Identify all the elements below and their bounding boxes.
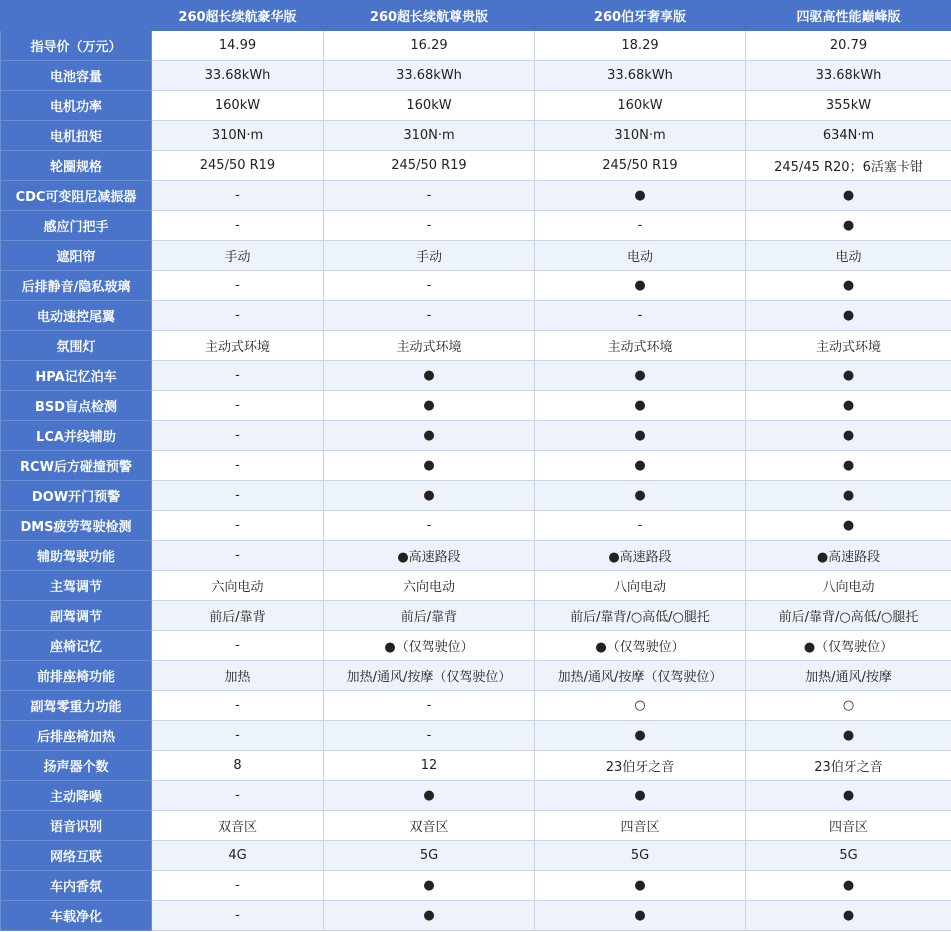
table-cell: ● bbox=[746, 871, 951, 901]
table-cell: - bbox=[152, 631, 324, 661]
table-cell: 245/50 R19 bbox=[535, 151, 746, 181]
table-cell: ● bbox=[535, 481, 746, 511]
table-cell: ● bbox=[746, 391, 951, 421]
table-row bbox=[1, 91, 951, 121]
row-label: 氛围灯 bbox=[1, 331, 152, 361]
table-cell: - bbox=[152, 391, 324, 421]
table-cell: - bbox=[535, 211, 746, 241]
table-cell: 23伯牙之音 bbox=[535, 751, 746, 781]
table-row bbox=[1, 811, 951, 841]
table-cell: 双音区 bbox=[152, 811, 324, 841]
table-cell: 手动 bbox=[324, 241, 535, 271]
table-cell: 前后/靠背/○高低/○腿托 bbox=[746, 601, 951, 631]
trim-header: 260伯牙奢享版 bbox=[535, 1, 746, 31]
table-cell: ● bbox=[324, 901, 535, 931]
table-cell: ● bbox=[746, 781, 951, 811]
row-label: DOW开门预警 bbox=[1, 481, 152, 511]
table-cell: ●（仅驾驶位） bbox=[535, 631, 746, 661]
table-cell: 手动 bbox=[152, 241, 324, 271]
table-cell: ● bbox=[324, 871, 535, 901]
table-cell: ● bbox=[746, 211, 951, 241]
table-cell: 310N·m bbox=[535, 121, 746, 151]
table-cell: 18.29 bbox=[535, 31, 746, 61]
table-row bbox=[1, 601, 951, 631]
table-cell: - bbox=[152, 541, 324, 571]
row-label: 辅助驾驶功能 bbox=[1, 541, 152, 571]
table-cell: - bbox=[152, 271, 324, 301]
table-row bbox=[1, 721, 951, 751]
table-cell: - bbox=[324, 721, 535, 751]
table-cell: 六向电动 bbox=[324, 571, 535, 601]
header-row bbox=[1, 1, 951, 31]
table-cell: ● bbox=[746, 301, 951, 331]
row-label: 网络互联 bbox=[1, 841, 152, 871]
table-cell: 5G bbox=[324, 841, 535, 871]
table-cell: 14.99 bbox=[152, 31, 324, 61]
table-cell: 160kW bbox=[152, 91, 324, 121]
table-cell: 355kW bbox=[746, 91, 951, 121]
table-cell: ● bbox=[535, 721, 746, 751]
table-row bbox=[1, 781, 951, 811]
table-cell: 主动式环境 bbox=[746, 331, 951, 361]
table-cell: 245/50 R19 bbox=[324, 151, 535, 181]
table-cell: - bbox=[152, 901, 324, 931]
table-cell: ● bbox=[324, 481, 535, 511]
row-label: 电机功率 bbox=[1, 91, 152, 121]
row-label: 指导价（万元） bbox=[1, 31, 152, 61]
table-cell: ● bbox=[746, 721, 951, 751]
table-row bbox=[1, 901, 951, 931]
row-label: 主驾调节 bbox=[1, 571, 152, 601]
table-cell: - bbox=[152, 211, 324, 241]
table-cell: ● bbox=[535, 871, 746, 901]
table-cell: - bbox=[152, 871, 324, 901]
table-cell: 双音区 bbox=[324, 811, 535, 841]
table-cell: 四音区 bbox=[746, 811, 951, 841]
table-header bbox=[1, 1, 951, 31]
row-label: DMS疲劳驾驶检测 bbox=[1, 511, 152, 541]
table-cell: 310N·m bbox=[324, 121, 535, 151]
table-cell: - bbox=[152, 721, 324, 751]
row-label: 感应门把手 bbox=[1, 211, 152, 241]
table-row bbox=[1, 541, 951, 571]
table-cell: 八向电动 bbox=[535, 571, 746, 601]
table-row bbox=[1, 751, 951, 781]
table-row bbox=[1, 151, 951, 181]
table-cell: 33.68kWh bbox=[746, 61, 951, 91]
table-cell: 310N·m bbox=[152, 121, 324, 151]
table-cell: ○ bbox=[746, 691, 951, 721]
table-cell: ● bbox=[324, 421, 535, 451]
table-cell: 加热/通风/按摩（仅驾驶位） bbox=[535, 661, 746, 691]
table-cell: - bbox=[152, 181, 324, 211]
row-label: 副驾零重力功能 bbox=[1, 691, 152, 721]
table-cell: 主动式环境 bbox=[535, 331, 746, 361]
row-label: 后排座椅加热 bbox=[1, 721, 152, 751]
row-label: 副驾调节 bbox=[1, 601, 152, 631]
table-cell: 主动式环境 bbox=[152, 331, 324, 361]
table-cell: 前后/靠背 bbox=[152, 601, 324, 631]
row-label: 电池容量 bbox=[1, 61, 152, 91]
table-cell: - bbox=[324, 211, 535, 241]
table-cell: 加热/通风/按摩 bbox=[746, 661, 951, 691]
table-cell: 20.79 bbox=[746, 31, 951, 61]
row-label: 主动降噪 bbox=[1, 781, 152, 811]
row-label: 语音识别 bbox=[1, 811, 152, 841]
row-label: 电机扭矩 bbox=[1, 121, 152, 151]
table-row bbox=[1, 631, 951, 661]
row-label: 后排静音/隐私玻璃 bbox=[1, 271, 152, 301]
table-cell: - bbox=[152, 481, 324, 511]
table-row bbox=[1, 481, 951, 511]
table-cell: ● bbox=[746, 511, 951, 541]
table-row bbox=[1, 361, 951, 391]
row-label: 座椅记忆 bbox=[1, 631, 152, 661]
table-row bbox=[1, 871, 951, 901]
table-row bbox=[1, 451, 951, 481]
table-cell: - bbox=[324, 691, 535, 721]
row-label: 车内香氛 bbox=[1, 871, 152, 901]
table-cell: 245/45 R20；6活塞卡钳 bbox=[746, 151, 951, 181]
row-label: 轮圈规格 bbox=[1, 151, 152, 181]
row-label: HPA记忆泊车 bbox=[1, 361, 152, 391]
table-row bbox=[1, 331, 951, 361]
table-cell: ○ bbox=[535, 691, 746, 721]
table-cell: 主动式环境 bbox=[324, 331, 535, 361]
table-cell: ● bbox=[746, 481, 951, 511]
table-cell: ● bbox=[324, 781, 535, 811]
table-cell: ● bbox=[746, 271, 951, 301]
row-label: LCA并线辅助 bbox=[1, 421, 152, 451]
table-cell: ●高速路段 bbox=[535, 541, 746, 571]
table-cell: - bbox=[152, 421, 324, 451]
row-label: CDC可变阻尼减振器 bbox=[1, 181, 152, 211]
table-cell: ●（仅驾驶位） bbox=[746, 631, 951, 661]
table-cell: ● bbox=[324, 361, 535, 391]
table-cell: 电动 bbox=[535, 241, 746, 271]
trim-header: 260超长续航尊贵版 bbox=[324, 1, 535, 31]
table-row bbox=[1, 661, 951, 691]
table-cell: - bbox=[152, 451, 324, 481]
table-cell: ● bbox=[746, 901, 951, 931]
table-cell: ● bbox=[535, 361, 746, 391]
table-cell: - bbox=[152, 781, 324, 811]
table-cell: - bbox=[324, 181, 535, 211]
table-cell: - bbox=[152, 301, 324, 331]
row-label: 扬声器个数 bbox=[1, 751, 152, 781]
table-cell: 前后/靠背/○高低/○腿托 bbox=[535, 601, 746, 631]
table-cell: - bbox=[152, 691, 324, 721]
table-cell: 前后/靠背 bbox=[324, 601, 535, 631]
table-cell: - bbox=[324, 301, 535, 331]
row-label: 电动速控尾翼 bbox=[1, 301, 152, 331]
table-row bbox=[1, 241, 951, 271]
table-cell: ● bbox=[535, 781, 746, 811]
table-cell: 8 bbox=[152, 751, 324, 781]
table-cell: ● bbox=[535, 901, 746, 931]
table-cell: - bbox=[324, 511, 535, 541]
table-row bbox=[1, 511, 951, 541]
table-cell: 电动 bbox=[746, 241, 951, 271]
table-cell: 160kW bbox=[324, 91, 535, 121]
row-label: 车载净化 bbox=[1, 901, 152, 931]
table-cell: ● bbox=[746, 421, 951, 451]
table-body bbox=[1, 31, 951, 931]
table-cell: 加热/通风/按摩（仅驾驶位） bbox=[324, 661, 535, 691]
table-cell: 5G bbox=[535, 841, 746, 871]
table-row bbox=[1, 571, 951, 601]
table-cell: 33.68kWh bbox=[324, 61, 535, 91]
row-label: 前排座椅功能 bbox=[1, 661, 152, 691]
table-cell: - bbox=[152, 361, 324, 391]
table-cell: - bbox=[535, 511, 746, 541]
row-label: 遮阳帘 bbox=[1, 241, 152, 271]
table-cell: 16.29 bbox=[324, 31, 535, 61]
table-cell: 5G bbox=[746, 841, 951, 871]
table-row bbox=[1, 301, 951, 331]
table-cell: 4G bbox=[152, 841, 324, 871]
trim-header: 260超长续航豪华版 bbox=[152, 1, 324, 31]
table-cell: 23伯牙之音 bbox=[746, 751, 951, 781]
table-cell: ● bbox=[535, 181, 746, 211]
table-cell: - bbox=[535, 301, 746, 331]
table-cell: ●高速路段 bbox=[324, 541, 535, 571]
table-cell: ● bbox=[535, 451, 746, 481]
table-cell: ● bbox=[324, 451, 535, 481]
table-cell: 634N·m bbox=[746, 121, 951, 151]
table-row bbox=[1, 61, 951, 91]
table-cell: ● bbox=[535, 421, 746, 451]
table-cell: - bbox=[152, 511, 324, 541]
table-cell: ● bbox=[746, 181, 951, 211]
table-cell: 四音区 bbox=[535, 811, 746, 841]
table-row bbox=[1, 271, 951, 301]
table-cell: ● bbox=[746, 361, 951, 391]
row-label: RCW后方碰撞预警 bbox=[1, 451, 152, 481]
table-cell: ● bbox=[535, 271, 746, 301]
table-cell: 33.68kWh bbox=[152, 61, 324, 91]
header-corner bbox=[1, 1, 152, 31]
trim-header: 四驱高性能巅峰版 bbox=[746, 1, 951, 31]
table-row bbox=[1, 841, 951, 871]
table-cell: ● bbox=[746, 451, 951, 481]
table-cell: - bbox=[324, 271, 535, 301]
table-row bbox=[1, 691, 951, 721]
table-cell: ●（仅驾驶位） bbox=[324, 631, 535, 661]
table-cell: 160kW bbox=[535, 91, 746, 121]
table-row bbox=[1, 421, 951, 451]
table-row bbox=[1, 181, 951, 211]
table-row bbox=[1, 211, 951, 241]
table-cell: ● bbox=[324, 391, 535, 421]
table-cell: 六向电动 bbox=[152, 571, 324, 601]
table-cell: 八向电动 bbox=[746, 571, 951, 601]
table-row bbox=[1, 31, 951, 61]
row-label: BSD盲点检测 bbox=[1, 391, 152, 421]
table-cell: 加热 bbox=[152, 661, 324, 691]
table-cell: 245/50 R19 bbox=[152, 151, 324, 181]
table-row bbox=[1, 391, 951, 421]
table-cell: ● bbox=[535, 391, 746, 421]
table-cell: 33.68kWh bbox=[535, 61, 746, 91]
table-cell: 12 bbox=[324, 751, 535, 781]
table-cell: ●高速路段 bbox=[746, 541, 951, 571]
table-row bbox=[1, 121, 951, 151]
